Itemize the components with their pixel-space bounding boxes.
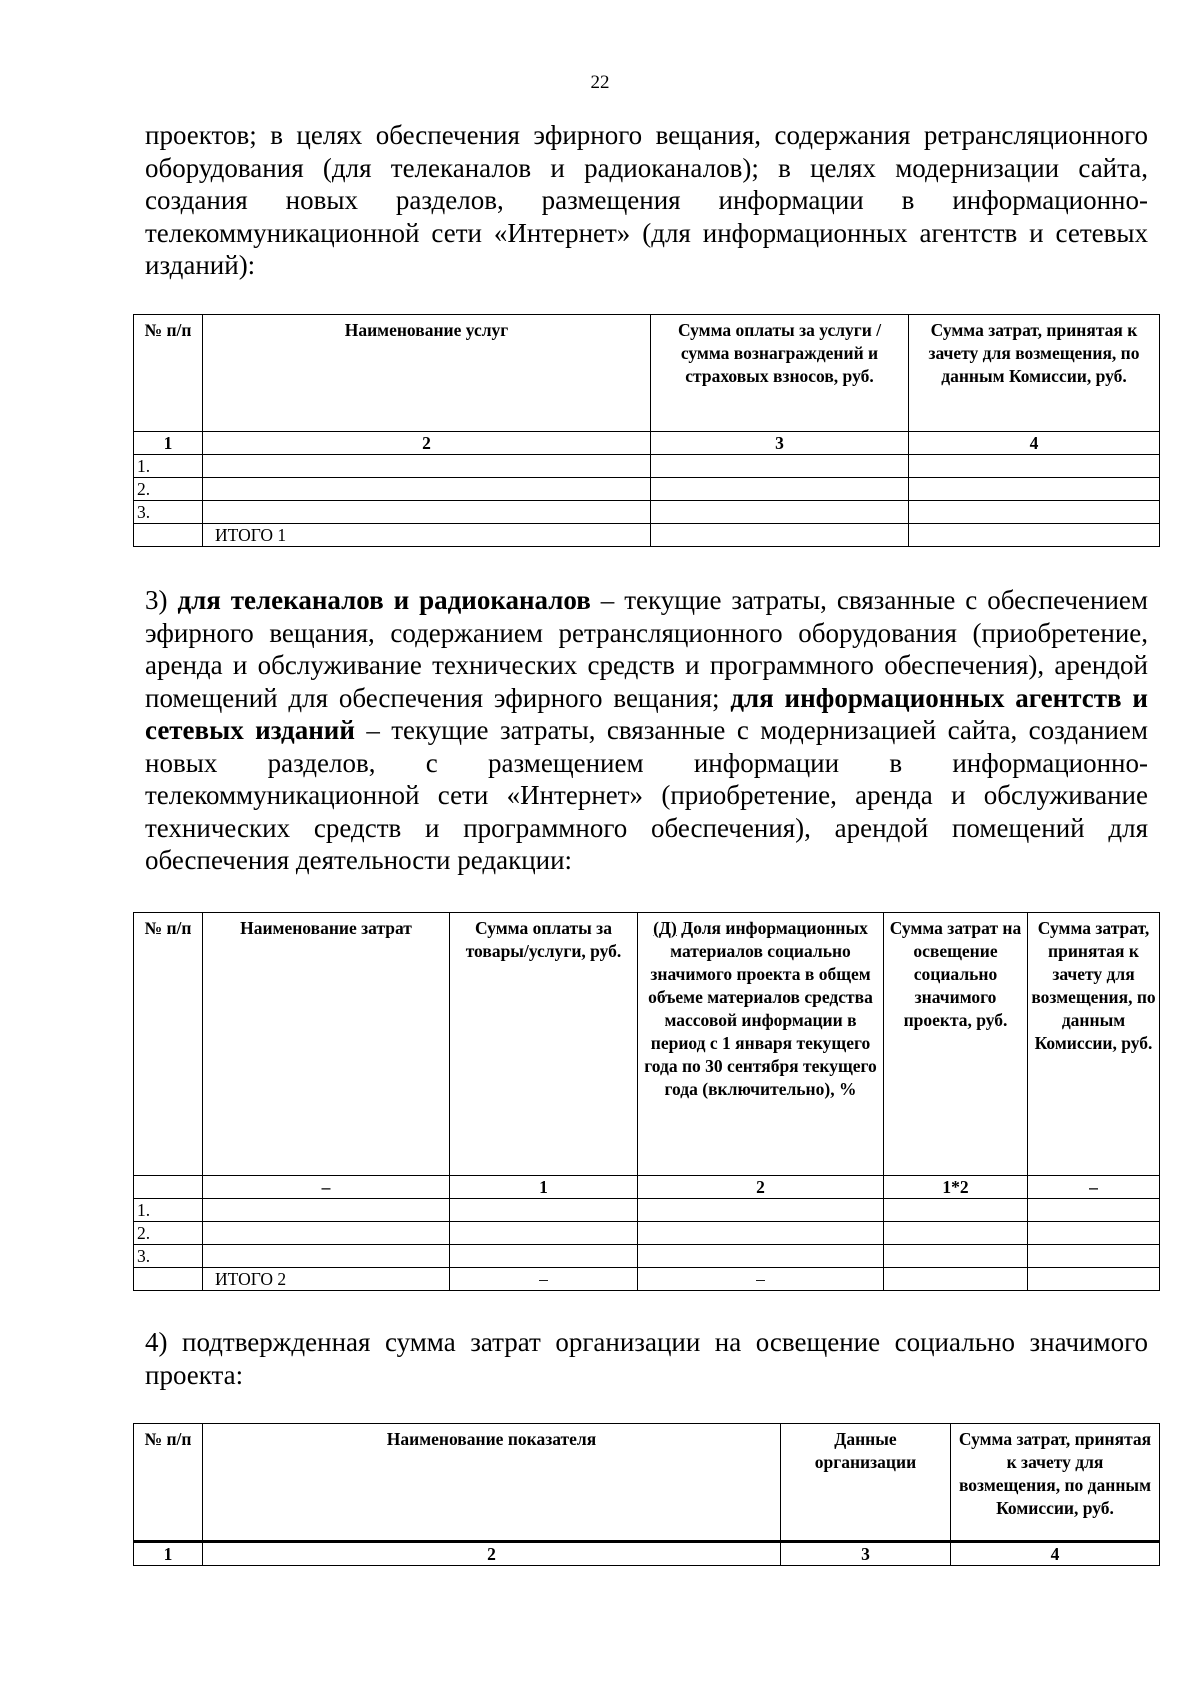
bold-tv-radio: для телеканалов и радиоканалов [177, 585, 591, 615]
row-number: 3. [134, 1245, 203, 1268]
table-row [134, 1245, 1160, 1268]
paragraph-intro: проектов; в целях обеспечения эфирного вещания, содержания ретрансляционного оборудования (для телеканалов и радиоканалов); в целях модернизации сайта, создания новых разделов, размещения информации в информационно-телекоммуникационной сети «Интернет» (для информационных агентств и сетевых изданий): [145, 120, 1148, 280]
table-row [134, 478, 1160, 501]
t3-header-org-data: Данные организации [781, 1424, 951, 1542]
cell [909, 455, 1160, 478]
t2-header-costs: Наименование затрат [203, 913, 450, 1176]
cell [203, 1199, 450, 1222]
t3-colnum: 3 [781, 1542, 951, 1566]
table-row [134, 1199, 1160, 1222]
total-row [134, 1268, 1160, 1291]
t2-colnum: 1 [450, 1176, 638, 1199]
cell [909, 524, 1160, 547]
cell [638, 1245, 884, 1268]
table-row [134, 455, 1160, 478]
total-label: ИТОГО 1 [203, 524, 651, 547]
t1-header-number: № п/п [134, 315, 203, 432]
row-number: 1. [134, 1199, 203, 1222]
cell [1028, 1245, 1160, 1268]
row-number: 1. [134, 455, 203, 478]
t1-header-accepted-sum: Сумма затрат, принятая к зачету для возмещения, по данным Комиссии, руб. [909, 315, 1160, 432]
t2-colnum: – [203, 1176, 450, 1199]
t3-colnum: 2 [203, 1542, 781, 1566]
share-symbol: (Д) [653, 918, 677, 938]
t2-colnum: 2 [638, 1176, 884, 1199]
cell [203, 455, 651, 478]
services-table [133, 314, 1160, 547]
cell [1028, 1268, 1160, 1291]
t2-colnum [134, 1176, 203, 1199]
total-label: ИТОГО 2 [203, 1268, 450, 1291]
cell [450, 1222, 638, 1245]
cell [203, 478, 651, 501]
t2-header-number: № п/п [134, 913, 203, 1176]
cell [638, 1222, 884, 1245]
paragraph-item-3 [145, 584, 1148, 877]
cell [884, 1245, 1028, 1268]
table-row [134, 1222, 1160, 1245]
text-part-2: – текущие затраты, связанные с модернизацией сайта, созданием новых разделов, с размещением информации в информационно-телекоммуникационной сети «Интернет» (приобретение, аренда и обслуживание технических средств и программного обеспечения), арендой помещений для обеспечения деятельности редакции: [145, 715, 1148, 875]
cell [884, 1222, 1028, 1245]
share-text: Доля информационных материалов социально значимого проекта в общем объеме материалов средства массовой информации в период с 1 января текущего года по 30 сентября текущего года (включительно), % [644, 918, 877, 1099]
cell [134, 1268, 203, 1291]
cell [1028, 1199, 1160, 1222]
cell [638, 1199, 884, 1222]
t2-colnum: 1*2 [884, 1176, 1028, 1199]
text-part-1: – текущие затраты, связанные с обеспечением эфирного вещания, содержанием ретрансляционного оборудования (приобретение, аренда и обслуживание технических средств и программного обеспечения), арендой помещений для обеспечения эфирного вещания; [145, 585, 1149, 713]
row-number: 3. [134, 501, 203, 524]
total-sum-dash: – [450, 1268, 638, 1291]
t1-header-services: Наименование услуг [203, 315, 651, 432]
confirmed-costs-table [133, 1423, 1160, 1566]
t3-colnum: 4 [951, 1542, 1160, 1566]
cell [909, 501, 1160, 524]
cell [134, 524, 203, 547]
cell [203, 501, 651, 524]
costs-table [133, 912, 1160, 1291]
t1-colnum: 4 [909, 432, 1160, 455]
cell [651, 524, 909, 547]
page-number: 22 [590, 72, 610, 93]
table-row [134, 501, 1160, 524]
row-number: 2. [134, 1222, 203, 1245]
t1-colnum: 3 [651, 432, 909, 455]
cell [884, 1199, 1028, 1222]
t3-header-accepted-sum: Сумма затрат, принятая к зачету для возмещения, по данным Комиссии, руб. [951, 1424, 1160, 1542]
t3-colnum: 1 [134, 1542, 203, 1566]
cell [203, 1245, 450, 1268]
cell [203, 1222, 450, 1245]
paragraph-item-4: 4) подтвержденная сумма затрат организации на освещение социально значимого проекта: [145, 1327, 1148, 1390]
t1-colnum: 1 [134, 432, 203, 455]
cell [909, 478, 1160, 501]
total-share-dash: – [638, 1268, 884, 1291]
cell [884, 1268, 1028, 1291]
t2-header-accepted-sum: Сумма затрат, принятая к зачету для возмещения, по данным Комиссии, руб. [1028, 913, 1160, 1176]
t3-header-indicator: Наименование показателя [203, 1424, 781, 1542]
t1-colnum: 2 [203, 432, 651, 455]
t2-header-payment-sum: Сумма оплаты за товары/услуги, руб. [450, 913, 638, 1176]
row-number: 2. [134, 478, 203, 501]
cell [450, 1199, 638, 1222]
cell [651, 501, 909, 524]
total-row [134, 524, 1160, 547]
cell [450, 1245, 638, 1268]
bold-agencies: для информационных агентств и сетевых изданий [145, 682, 1148, 745]
cell [651, 478, 909, 501]
item-prefix: 3) [145, 585, 178, 615]
t1-header-payment-sum: Сумма оплаты за услуги / сумма вознаграждений и страховых взносов, руб. [651, 315, 909, 432]
t2-header-share [638, 913, 884, 1176]
cell [651, 455, 909, 478]
t2-header-coverage-sum: Сумма затрат на освещение социально значимого проекта, руб. [884, 913, 1028, 1176]
t2-colnum: – [1028, 1176, 1160, 1199]
t3-header-number: № п/п [134, 1424, 203, 1542]
cell [1028, 1222, 1160, 1245]
